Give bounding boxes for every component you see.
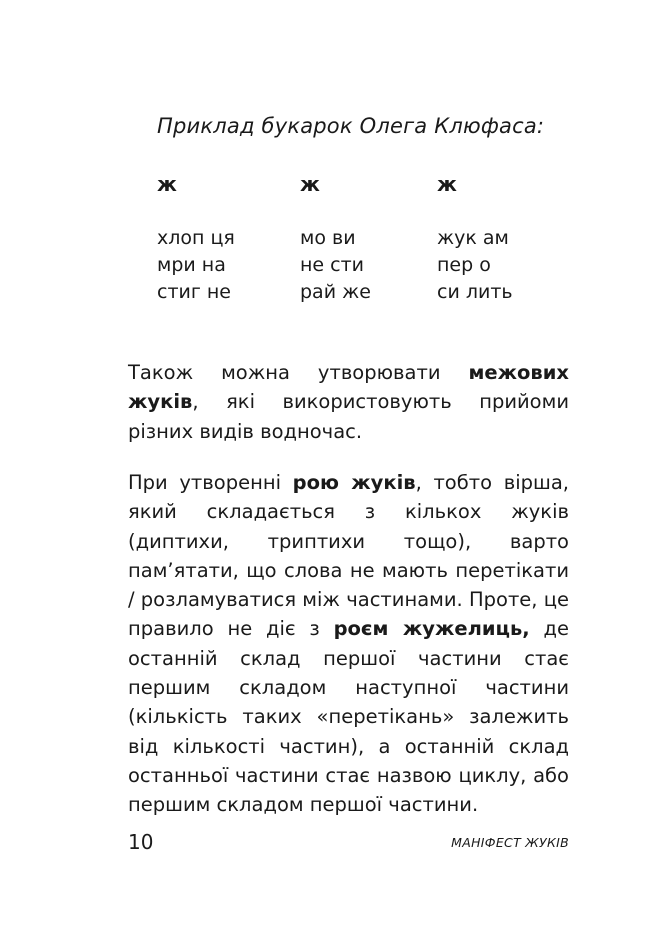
paragraph-text: При утворенні: [128, 471, 293, 494]
verse-line: не сти: [300, 254, 365, 276]
paragraph-text: де останній склад першої частини стає першим складом наступної частини (кількість таких «перетікань» залежить від кількості частин), а останній склад останньої частини стає назвою циклу, або першим складом першої частини.: [128, 617, 570, 817]
paragraph-text: , які використовують прийоми різних видів водночас.: [128, 390, 569, 443]
verse-line: пер о: [437, 254, 491, 276]
bold-term: межових жуків: [128, 361, 569, 414]
verse-line: стиг не: [157, 281, 231, 303]
verse-line: рай же: [300, 281, 371, 303]
verse-line: мо ви: [300, 227, 356, 249]
paragraph-text: Також можна утворювати: [128, 361, 469, 384]
paragraph-text: , тобто вірша, який складається з кількох жуків (диптихи, триптихи тощо), варто пам’ятати, що слова не мають перетікати / розламуватися між частинами. Проте, це правило не діє з: [128, 471, 569, 641]
paragraph-beetle-swarm: [128, 468, 569, 820]
column-heading: ж: [157, 172, 177, 196]
verse-line: жук ам: [437, 227, 509, 249]
paragraph-boundary-beetles: [128, 358, 569, 446]
verse-line: мри на: [157, 254, 226, 276]
example-column-1: [157, 170, 307, 306]
column-heading: ж: [437, 172, 457, 196]
column-heading: ж: [300, 172, 320, 196]
example-column-3: [437, 170, 587, 306]
verse-line: хлоп ця: [157, 227, 235, 249]
example-column-2: [300, 170, 450, 306]
bold-term: рою жуків: [292, 471, 416, 494]
verse-line: си лить: [437, 281, 513, 303]
bold-term: роєм жужелиць,: [333, 617, 530, 641]
running-title: МАНІФЕСТ ЖУКІВ: [451, 835, 569, 850]
example-caption: Приклад букарок Олега Клюфаса:: [157, 114, 545, 138]
page-number: 10: [128, 830, 154, 854]
